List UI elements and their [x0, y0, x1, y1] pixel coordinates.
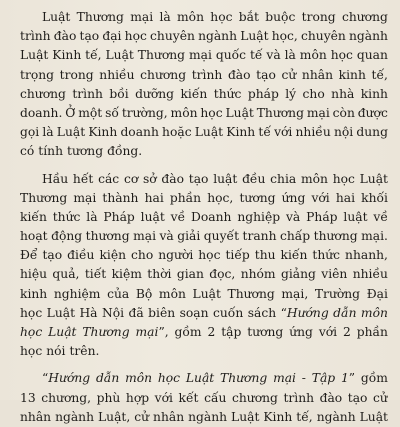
word: đào — [227, 67, 251, 82]
word: thương — [313, 229, 358, 244]
word: mại”, — [135, 325, 169, 339]
word: tạo — [347, 390, 368, 405]
word: ngành — [316, 409, 356, 424]
word: tế — [258, 125, 271, 140]
word: mại — [306, 105, 330, 120]
word: tế, — [85, 48, 102, 63]
word: Ở — [65, 105, 76, 120]
text-line — [20, 189, 388, 208]
word: nhiều — [295, 125, 331, 140]
word: số — [105, 105, 119, 120]
word: tế, — [296, 409, 313, 424]
word: luật — [140, 209, 165, 224]
word: sở — [142, 171, 157, 186]
word: cử — [134, 409, 150, 424]
word: có — [20, 144, 35, 159]
word: gồm — [360, 371, 388, 386]
word: Thương — [227, 286, 275, 301]
word: trường, — [121, 105, 168, 120]
word: môn — [125, 371, 153, 386]
word: môn — [177, 10, 204, 24]
word: Kinh — [88, 125, 118, 140]
word: 2 — [343, 325, 351, 339]
word: Thương — [82, 325, 130, 339]
word: dung — [356, 125, 388, 140]
word: và — [285, 209, 301, 224]
word: cho — [131, 248, 154, 263]
word: khối — [361, 190, 388, 205]
word: luật — [213, 171, 238, 186]
word: pháp — [247, 86, 279, 101]
word: Luật — [185, 371, 215, 386]
word: kinh — [20, 286, 48, 301]
text-line — [20, 246, 388, 265]
word: luật — [343, 209, 368, 224]
word: - — [301, 371, 306, 386]
word: của — [107, 286, 130, 301]
word: quốc — [215, 48, 247, 63]
word: nhiều — [352, 267, 388, 282]
word: mại, — [281, 286, 309, 301]
text-line — [20, 85, 388, 104]
word: “Hướng — [42, 371, 91, 386]
word: kiến — [20, 209, 47, 224]
word: phần — [356, 325, 388, 339]
word: và — [159, 229, 174, 244]
text-line — [20, 8, 388, 27]
word: mại. — [361, 229, 388, 244]
word: Luật — [359, 171, 388, 186]
word: hoạt — [20, 229, 48, 244]
word: viên — [321, 267, 348, 282]
word: Để — [20, 248, 38, 263]
word: môn — [360, 305, 388, 320]
word: ứng — [289, 325, 313, 339]
word: về — [170, 209, 186, 224]
text-line — [20, 27, 388, 46]
word: cử — [281, 67, 297, 82]
word: hai — [335, 190, 356, 205]
word: Đại — [366, 286, 388, 301]
word: kinh — [338, 67, 366, 82]
word: tiếp — [225, 248, 250, 263]
word: Luật — [194, 125, 224, 140]
word: mại — [130, 10, 154, 24]
word: Luật, — [98, 409, 131, 424]
word: nhân — [153, 409, 185, 424]
word: Nội — [101, 305, 125, 320]
word: đào — [161, 171, 185, 186]
word: trình — [72, 86, 103, 101]
text-line — [20, 265, 388, 284]
word: Bộ — [135, 286, 153, 301]
word: biên — [148, 305, 176, 320]
word: học, — [207, 190, 234, 205]
text-line — [20, 389, 388, 408]
text-line — [20, 104, 388, 123]
word: nhà — [331, 86, 355, 101]
word: nói — [46, 344, 66, 359]
word: điều — [67, 248, 95, 263]
word: môn — [170, 105, 198, 120]
word: Luật — [56, 125, 86, 140]
word: trọng — [20, 67, 55, 82]
word: kiến — [280, 248, 308, 263]
word: tạo — [42, 248, 63, 263]
word: gian — [176, 267, 204, 282]
word: đào — [53, 29, 77, 44]
word: tạo — [256, 67, 276, 82]
text-line — [20, 408, 388, 427]
word: trình — [191, 67, 223, 82]
word: quả, — [52, 267, 80, 282]
word: nhiều — [99, 67, 135, 82]
word: chuyên — [300, 29, 346, 44]
word: chấp — [279, 229, 311, 244]
word: môn — [158, 286, 186, 301]
word: tiết — [84, 267, 107, 282]
word: Kinh — [52, 48, 82, 63]
word: chương, — [41, 390, 92, 405]
text-line — [20, 323, 388, 342]
text-line — [20, 208, 388, 227]
word: học — [210, 10, 233, 24]
text-line — [20, 369, 388, 388]
word: Luật — [231, 409, 260, 424]
body-text — [20, 8, 388, 427]
word: là — [42, 125, 54, 140]
word: môn — [299, 48, 327, 63]
word: kiện — [99, 248, 127, 263]
word: ngành — [55, 409, 95, 424]
word: trong — [301, 10, 336, 24]
word: người — [158, 248, 194, 263]
word: mại — [133, 229, 157, 244]
word: quyết — [203, 229, 240, 244]
word: nhân — [301, 67, 334, 82]
word: Hầu — [42, 171, 69, 186]
word: học — [157, 371, 181, 386]
word: doanh — [120, 125, 159, 140]
word: nội — [333, 125, 354, 140]
word: cử — [373, 390, 388, 405]
word: đều — [242, 171, 266, 186]
word: là — [86, 209, 98, 224]
word: hoặc — [162, 125, 192, 140]
word: Doanh — [191, 209, 232, 224]
word: thức — [213, 86, 242, 101]
word: mại — [273, 371, 296, 386]
word: Luật — [105, 48, 134, 63]
word: nhóm — [240, 267, 276, 282]
word: giảng — [280, 267, 316, 282]
word: Thương — [220, 371, 268, 386]
word: lý — [285, 86, 297, 101]
word: tế — [249, 48, 263, 63]
word: 13 — [20, 390, 36, 405]
word: còn — [332, 105, 355, 120]
word: và — [266, 48, 281, 63]
word: gồm — [174, 325, 202, 339]
word: thu — [254, 248, 276, 263]
word: trình — [283, 390, 315, 405]
word: ngành — [349, 29, 388, 44]
word: với — [274, 125, 293, 140]
word: Kinh — [226, 125, 256, 140]
word: kinh — [360, 86, 388, 101]
word: tập — [221, 325, 242, 339]
word: nghiệp — [237, 209, 281, 224]
word: phù — [96, 390, 121, 405]
word: Luật — [240, 29, 269, 44]
word: giải — [177, 229, 201, 244]
word: mại — [73, 190, 97, 205]
word: thời — [147, 267, 172, 282]
word: nghiệm — [53, 286, 101, 301]
word: đại — [102, 29, 122, 44]
word: Luật — [225, 105, 254, 120]
text-line — [20, 123, 388, 142]
word: thành — [102, 190, 139, 205]
word: hết — [72, 171, 94, 186]
word: kiệm — [111, 267, 142, 282]
word: ngành — [198, 29, 238, 44]
word: thương — [85, 229, 130, 244]
word: tương — [247, 325, 284, 339]
word: hiệu — [20, 267, 48, 282]
word: tạo — [188, 171, 209, 186]
word: đào — [319, 390, 343, 405]
word: đọc, — [209, 267, 236, 282]
word: dẫn — [95, 371, 120, 386]
word: chương — [341, 10, 388, 24]
word: dẫn — [333, 305, 357, 320]
word: chia — [270, 171, 297, 186]
word: ứng — [281, 190, 306, 205]
word: học — [124, 29, 147, 44]
word: là — [159, 10, 171, 24]
word: cơ — [123, 171, 139, 186]
word: Tập — [311, 371, 336, 386]
word: Luật — [48, 325, 77, 339]
word: Thương — [76, 10, 124, 24]
word: quan — [356, 48, 388, 63]
word: được — [357, 105, 388, 120]
text-line — [20, 46, 388, 65]
word: môn — [300, 171, 328, 186]
word: cho — [302, 86, 325, 101]
word: tạo — [79, 29, 100, 44]
word: Luật — [42, 10, 71, 24]
word: thức — [52, 209, 81, 224]
word: Thương — [20, 190, 68, 205]
word: một — [78, 105, 103, 120]
word: Thương — [256, 105, 304, 120]
word: trên. — [69, 344, 100, 359]
word: cuốn — [213, 305, 244, 320]
word: học — [20, 344, 43, 359]
word: học, — [271, 29, 298, 44]
word: thức — [312, 248, 341, 263]
word: là — [284, 48, 296, 63]
word: kiến — [180, 86, 208, 101]
word: nhanh, — [345, 248, 388, 263]
word: “Hướng — [280, 305, 329, 320]
word: chương — [231, 390, 278, 405]
text-line — [20, 285, 388, 304]
word: tranh — [242, 229, 277, 244]
word: mại — [188, 48, 212, 63]
word: cấu — [204, 390, 227, 405]
word: học — [20, 305, 43, 320]
word: chương — [140, 67, 187, 82]
word: học — [198, 248, 221, 263]
text-line — [20, 142, 388, 161]
word: với — [311, 190, 330, 205]
word: tương — [239, 190, 276, 205]
word: với — [318, 325, 338, 339]
word: tính — [38, 144, 64, 159]
word: buộc — [265, 10, 296, 24]
word: Luật — [46, 305, 76, 320]
word: trong — [59, 67, 94, 82]
word: động — [51, 229, 83, 244]
word: Kinh — [263, 409, 293, 424]
word: soạn — [179, 305, 209, 320]
word: chuyên — [150, 29, 195, 44]
word: Thương — [137, 48, 186, 63]
word: học — [330, 48, 353, 63]
word: gọi — [20, 125, 40, 140]
word: hợp — [125, 390, 150, 405]
word: phần — [169, 190, 202, 205]
word: 1” — [340, 371, 356, 386]
word: đã — [128, 305, 144, 320]
word: học — [20, 325, 43, 339]
text-line — [20, 66, 388, 85]
word: Luật — [20, 48, 49, 63]
word: bồi — [109, 86, 129, 101]
word: dưỡng — [135, 86, 175, 101]
text-line — [20, 304, 388, 323]
word: học — [332, 171, 355, 186]
text-line — [20, 227, 388, 246]
word: Trường — [314, 286, 361, 301]
word: Pháp — [306, 209, 338, 224]
word: ngành — [188, 409, 228, 424]
word: 2 — [207, 325, 216, 339]
word: tương — [67, 144, 104, 159]
word: doanh. — [20, 105, 63, 120]
word: Pháp — [103, 209, 135, 224]
word: trình — [20, 29, 51, 44]
word: kết — [178, 390, 199, 405]
word: nhân — [20, 409, 52, 424]
word: chương — [20, 86, 66, 101]
word: Luật — [192, 286, 221, 301]
word: đồng. — [107, 144, 143, 159]
word: Hà — [79, 305, 98, 320]
word: bắt — [238, 10, 259, 24]
text-line — [20, 170, 388, 189]
word: hai — [144, 190, 164, 205]
word: tế, — [371, 67, 388, 82]
word: với — [154, 390, 173, 405]
word: Luật — [359, 409, 388, 424]
word: các — [98, 171, 120, 186]
word: sách — [247, 305, 277, 320]
word: về — [373, 209, 388, 224]
word: học — [200, 105, 223, 120]
text-line — [20, 342, 388, 361]
